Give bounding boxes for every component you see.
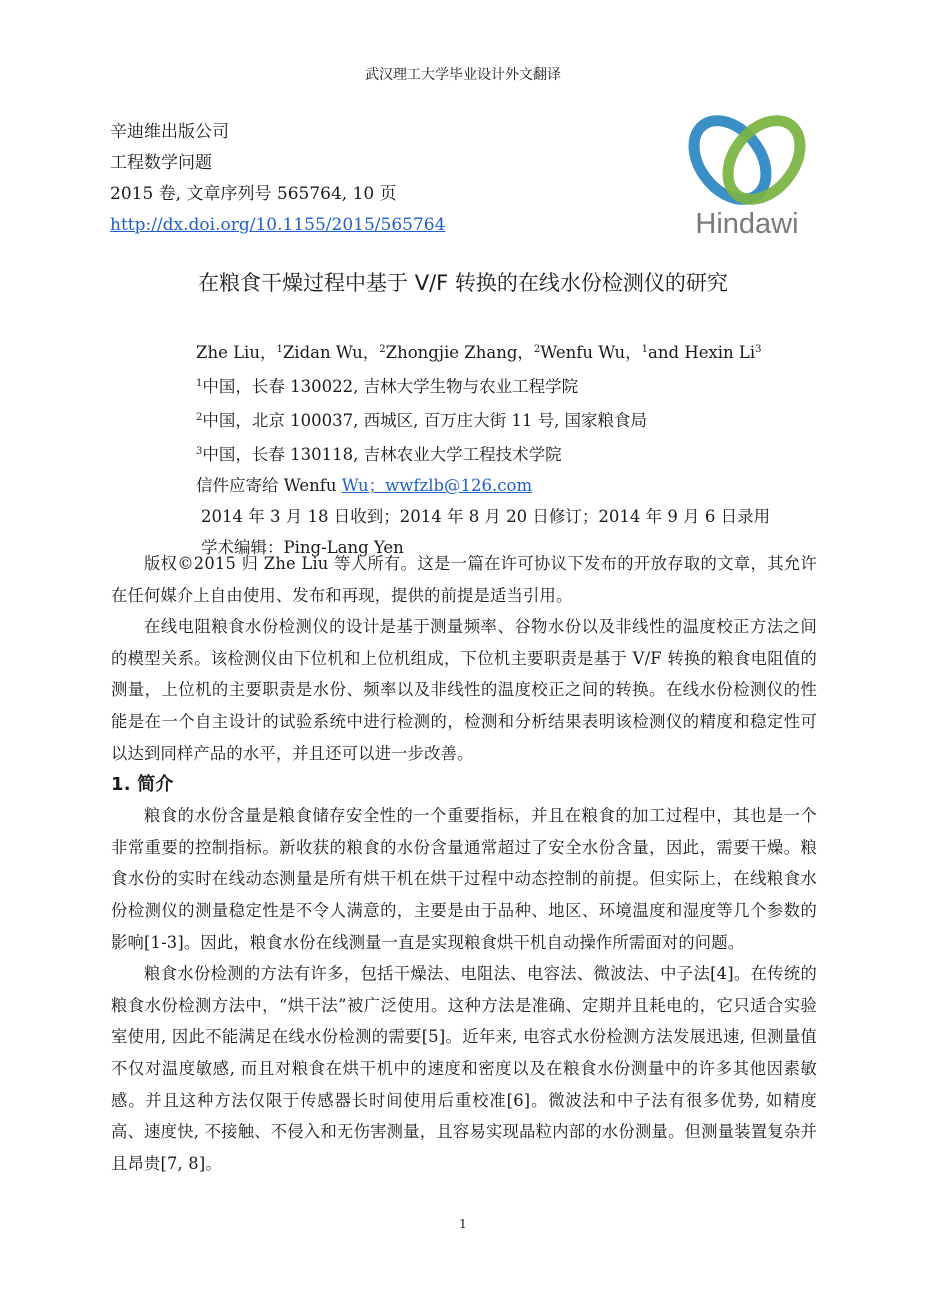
page-header: 武汉理工大学毕业设计外文翻译 <box>365 67 561 83</box>
body-text <box>111 548 817 1179</box>
logo-text: Hindawi <box>695 208 799 240</box>
affiliation-1: $^1$中国，长春 130022, 吉林大学生物与农业工程学院 <box>196 377 579 396</box>
correspondence: 信件应寄给 Wenfu Wu；wwfzlb@126.com <box>196 476 533 495</box>
rings-icon <box>679 107 814 213</box>
section-heading: 1. 简介 <box>111 774 174 796</box>
intro-paragraph-1: 粮食的水份含量是粮食储存安全性的一个重要指标，并且在粮食的加工过程中，其也是一个非常重要的控制指标。新收获的粮食的水份含量通常超过了安全水份含量，因此，需要干燥。粮食水份的实时在线动态测量是所有烘干机在烘干过程中动态控制的前提。但实际上，在线粮食水份检测仪的测量稳定性是不令人满意的，主要是由于品种、地区、环境温度和湿度等几个参数的影响[1-3]。因此，粮食水份在线测量一直是实现粮食烘干机自动操作所需面对的问题。 <box>111 806 817 952</box>
publisher: 辛迪维出版公司 <box>110 122 229 142</box>
journal-name: 工程数学问题 <box>110 153 212 173</box>
paper-title: 在粮食干燥过程中基于 V/F 转换的在线水份检测仪的研究 <box>198 271 728 295</box>
email-link[interactable]: Wu；wwfzlb@126.com <box>341 476 533 495</box>
dates: 2014 年 3 月 18 日收到；2014 年 8 月 20 日修订；2014 年 9 月 6 日录用 <box>201 507 771 526</box>
volume-info: 2015 卷, 文章序列号 565764, 10 页 <box>110 184 397 204</box>
affiliation-3: $^3$中国，长春 130118, 吉林农业大学工程技术学院 <box>196 445 562 464</box>
page-number: 1 <box>459 1217 467 1231</box>
copyright-paragraph: 版权©2015 归 Zhe Liu 等人所有。这是一篇在许可协议下发布的开放存取的文章，其允许在任何媒介上自由使用、发布和再现，提供的前提是适当引用。 <box>111 554 817 605</box>
affiliation-2: $^2$中国，北京 100037, 西城区, 百万庄大街 11 号, 国家粮食局 <box>196 411 648 430</box>
hindawi-logo <box>672 105 822 240</box>
doi-link[interactable]: http://dx.doi.org/10.1155/2015/565764 <box>110 215 446 235</box>
intro-paragraph-2: 粮食水份检测的方法有许多，包括干燥法、电阻法、电容法、微波法、中子法[4]。在传统的粮食水份检测方法中，“烘干法”被广泛使用。这种方法是准确、定期并且耗电的，它只适合实验室使用, 因此不能满足在线水份检测的需要[5]。近年来, 电容式水份检测方法发展迅速, 但测量值不仅对温度敏感, 而且对粮食在烘干机中的速度和密度以及在粮食水份测量中的许多其他因素敏感。并且这种方法仅限于传感器长时间使用后重校准[6]。微波法和中子法有很多优势, 如精度高、速度快, 不接触、不侵入和无伤害测量，且容易实现晶粒内部的水份测量。但测量装置复杂并且昂贵[7, 8]。 <box>111 964 817 1173</box>
author-list: Zhe Liu，$^1$Zidan Wu，$^2$Zhongjie Zhang，$^2$Wenfu Wu，$^1$and Hexin Li$^3$ <box>196 343 762 362</box>
abstract-paragraph: 在线电阻粮食水份检测仪的设计是基于测量频率、谷物水份以及非线性的温度校正方法之间的模型关系。该检测仪由下位机和上位机组成，下位机主要职责是基于 V/F 转换的粮食电阻值的测量，上位机的主要职责是水份、频率以及非线性的温度校正之间的转换。在线水份检测仪的性能是在一个自主设计的试验系统中进行检测的，检测和分析结果表明该检测仪的精度和稳定性可以达到同样产品的水平，并且还可以进一步改善。 <box>111 617 817 763</box>
publication-info <box>110 117 445 241</box>
academic-editor: 学术编辑：Ping-Lang Yen <box>201 538 404 557</box>
author-block <box>196 334 770 563</box>
